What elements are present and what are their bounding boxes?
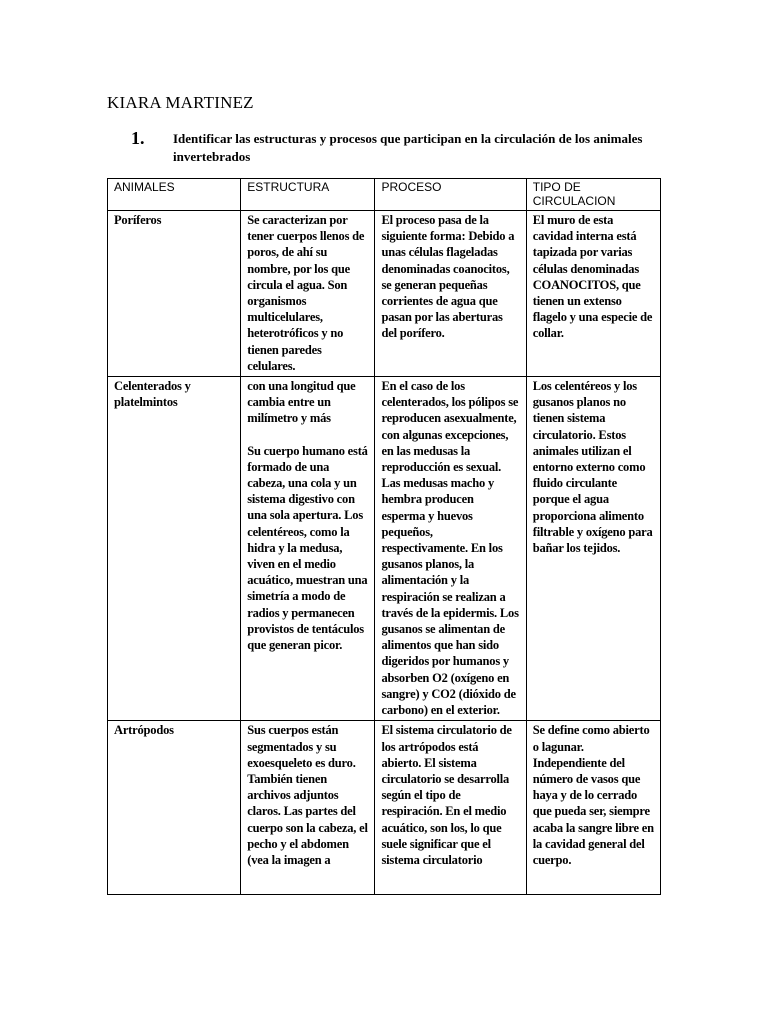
cell-estructura: Se caracterizan por tener cuerpos llenos de poros, de ahí su nombre, por los que circula el agua. Son organismos multicelulares, heterotróficos y no tienen paredes celulares.: [241, 211, 375, 377]
header-estructura: ESTRUCTURA: [241, 179, 375, 211]
circulation-table: [107, 178, 661, 895]
cell-proceso: El sistema circulatorio de los artrópodos está abierto. El sistema circulatorio se desarrolla según el tipo de respiración. En el medio acuático, son los, lo que suele significar que el sistema circulatorio: [375, 721, 526, 895]
cell-animal: Celenterados y platelmintos: [108, 377, 241, 721]
cell-proceso: El proceso pasa de la siguiente forma: Debido a unas células flageladas denominadas coanocitos, se generan pequeñas corrientes de agua que pasan por las aberturas del porífero.: [375, 211, 526, 377]
cell-animal: Poríferos: [108, 211, 241, 377]
estructura-paragraph: Su cuerpo humano está formado de una cabeza, una cola y un sistema digestivo con una sola apertura. Los celentéreos, como la hidra y la medusa, viven en el medio acuático, muestran una simetría a modo de radios y permanecen provistos de tentáculos que generan picor.: [247, 443, 368, 653]
header-animales: ANIMALES: [108, 179, 241, 211]
table-row: [108, 211, 661, 377]
cell-tipo: El muro de esta cavidad interna está tapizada por varias células denominadas COANOCITOS, que tienen un extenso flagelo y una especie de collar.: [526, 211, 660, 377]
author-name: KIARA MARTINEZ: [107, 93, 254, 112]
cell-tipo: Se define como abierto o lagunar. Independiente del número de vasos que haya y de lo cerrado que pueda ser, siempre acaba la sangre libre en la cavidad general del cuerpo.: [526, 721, 660, 895]
header-tipo-circulacion: TIPO DE CIRCULACION: [526, 179, 660, 211]
table-row: [108, 377, 661, 721]
question-text: Identificar las estructuras y procesos que participan en la circulación de los animales invertebrados: [173, 131, 643, 164]
cell-tipo: Los celentéreos y los gusanos planos no tienen sistema circulatorio. Estos animales utilizan el entorno externo como fluido circulante porque el agua proporciona alimento filtrable y oxígeno para bañar los tejidos.: [526, 377, 660, 721]
cell-proceso: En el caso de los celenterados, los pólipos se reproducen asexualmente, con algunas excepciones, en las medusas la reproducción es sexual. Las medusas macho y hembra producen esperma y huevos pequeños, respectivamente. En los gusanos planos, la alimentación y la respiración se realizan a través de la epidermis. Los gusanos se alimentan de alimentos que han sido digeridos por humanos y absorben O2 (oxígeno en sangre) y CO2 (dióxido de carbono) en el exterior.: [375, 377, 526, 721]
table-header-row: [108, 179, 661, 211]
question-number: 1.: [131, 128, 145, 148]
table-row: [108, 721, 661, 895]
estructura-paragraph: con una longitud que cambia entre un milímetro y más: [247, 379, 356, 426]
header-proceso: PROCESO: [375, 179, 526, 211]
cell-animal: Artrópodos: [108, 721, 241, 895]
cell-estructura: [241, 377, 375, 721]
cell-estructura: Sus cuerpos están segmentados y su exoesqueleto es duro. También tienen archivos adjuntos claros. Las partes del cuerpo son la cabeza, el pecho y el abdomen (vea la imagen a: [241, 721, 375, 895]
